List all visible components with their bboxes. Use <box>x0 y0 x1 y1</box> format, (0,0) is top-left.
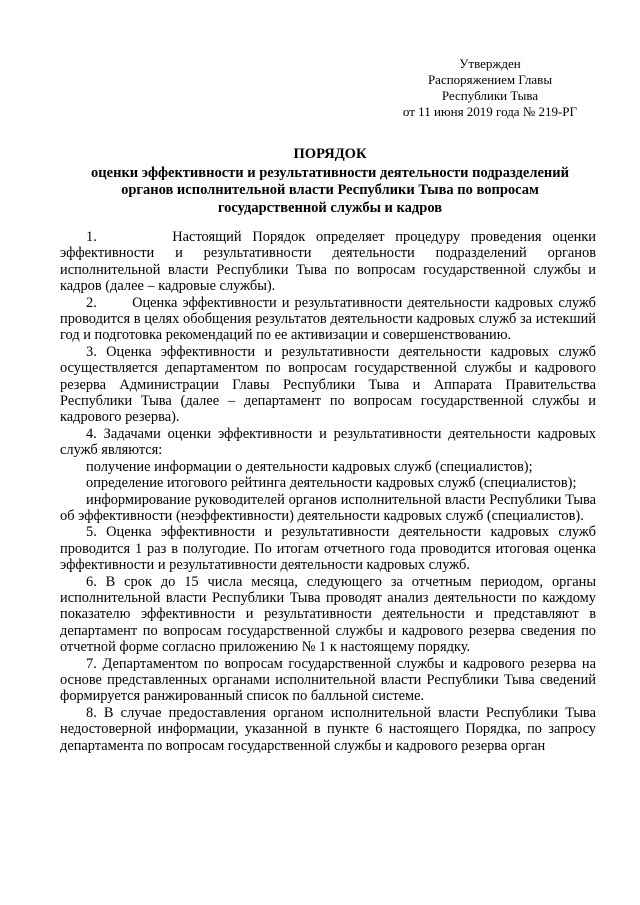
paragraph-5: 5. Оценка эффективности и результативности деятельности кадровых служб проводится 1 раз в полугодие. По итогам отчетного года проводится итоговая оценка эффективности и результативности деятельности кадровых служб. <box>60 524 596 574</box>
paragraph-8: 8. В случае предоставления органом исполнительной власти Республики Тыва недостоверной информации, указанной в пункте 6 настоящего Порядка, по запросу департамента по вопросам государственной службы и кадрового резерва орган <box>60 704 596 754</box>
list-item: получение информации о деятельности кадровых служб (специалистов); <box>86 458 533 475</box>
paragraph-1: 1. Настоящий Порядок определяет процедуру проведения оценки эффективности и результативности деятельности подразделений органов исполнительной власти Республики Тыва по вопросам государственной службы и кадров (далее – кадровые службы). <box>60 229 596 295</box>
paragraph-6: 6. В срок до 15 числа месяца, следующего за отчетным периодом, органы исполнительной власти Республики Тыва проводят анализ деятельности по каждому показателю эффективности и результативности деятельности и представляют в департамент по вопросам государственной службы и кадрового резерва сведения по отчетной форме согласно приложению № 1 к настоящему порядку. <box>60 573 596 656</box>
paragraph-2: 2. Оценка эффективности и результативности деятельности кадровых служб проводится в целях обобщения результатов деятельности кадровых служб за истекший год и подготовка рекомендаций по ее активизации и совершенствованию. <box>60 294 596 344</box>
list-item: информирование руководителей органов исполнительной власти Республики Тыва об эффективности (неэффективности) деятельности кадровых служб (специалистов). <box>60 491 596 524</box>
document-title <box>60 146 600 217</box>
approval-line: Распоряжением Главы <box>427 72 553 87</box>
paragraph-3: 3. Оценка эффективности и результативности деятельности кадровых служб осуществляется департаментом по вопросам государственной службы и кадрового резерва Администрации Главы Республики Тыва и Аппарата Правительства Республики Тыва (далее – департамент по вопросам государственной службы и кадрового резерва). <box>60 343 596 426</box>
approval-line: Утвержден <box>459 56 521 71</box>
paragraph-7: 7. Департаментом по вопросам государственной службы и кадрового резерва на основе представленных органами исполнительной власти Республики Тыва сведений формируется ранжированный список по балльной системе. <box>60 655 596 705</box>
approval-date: от 11 июня 2019 года № 219-РГ <box>402 104 578 119</box>
approval-stamp <box>380 56 600 120</box>
title-heading: ПОРЯДОК <box>293 146 367 162</box>
document-body <box>60 229 596 754</box>
approval-line: Республики Тыва <box>441 88 539 103</box>
title-line: государственной службы и кадров <box>217 199 443 216</box>
title-line: оценки эффективности и результативности деятельности подразделений <box>91 164 569 181</box>
title-line: органов исполнительной власти Республики Тыва по вопросам <box>121 182 539 198</box>
list-item: определение итогового рейтинга деятельности кадровых служб (специалистов); <box>86 475 577 492</box>
paragraph-4: 4. Задачами оценки эффективности и результативности деятельности кадровых служб являются: <box>60 425 596 459</box>
